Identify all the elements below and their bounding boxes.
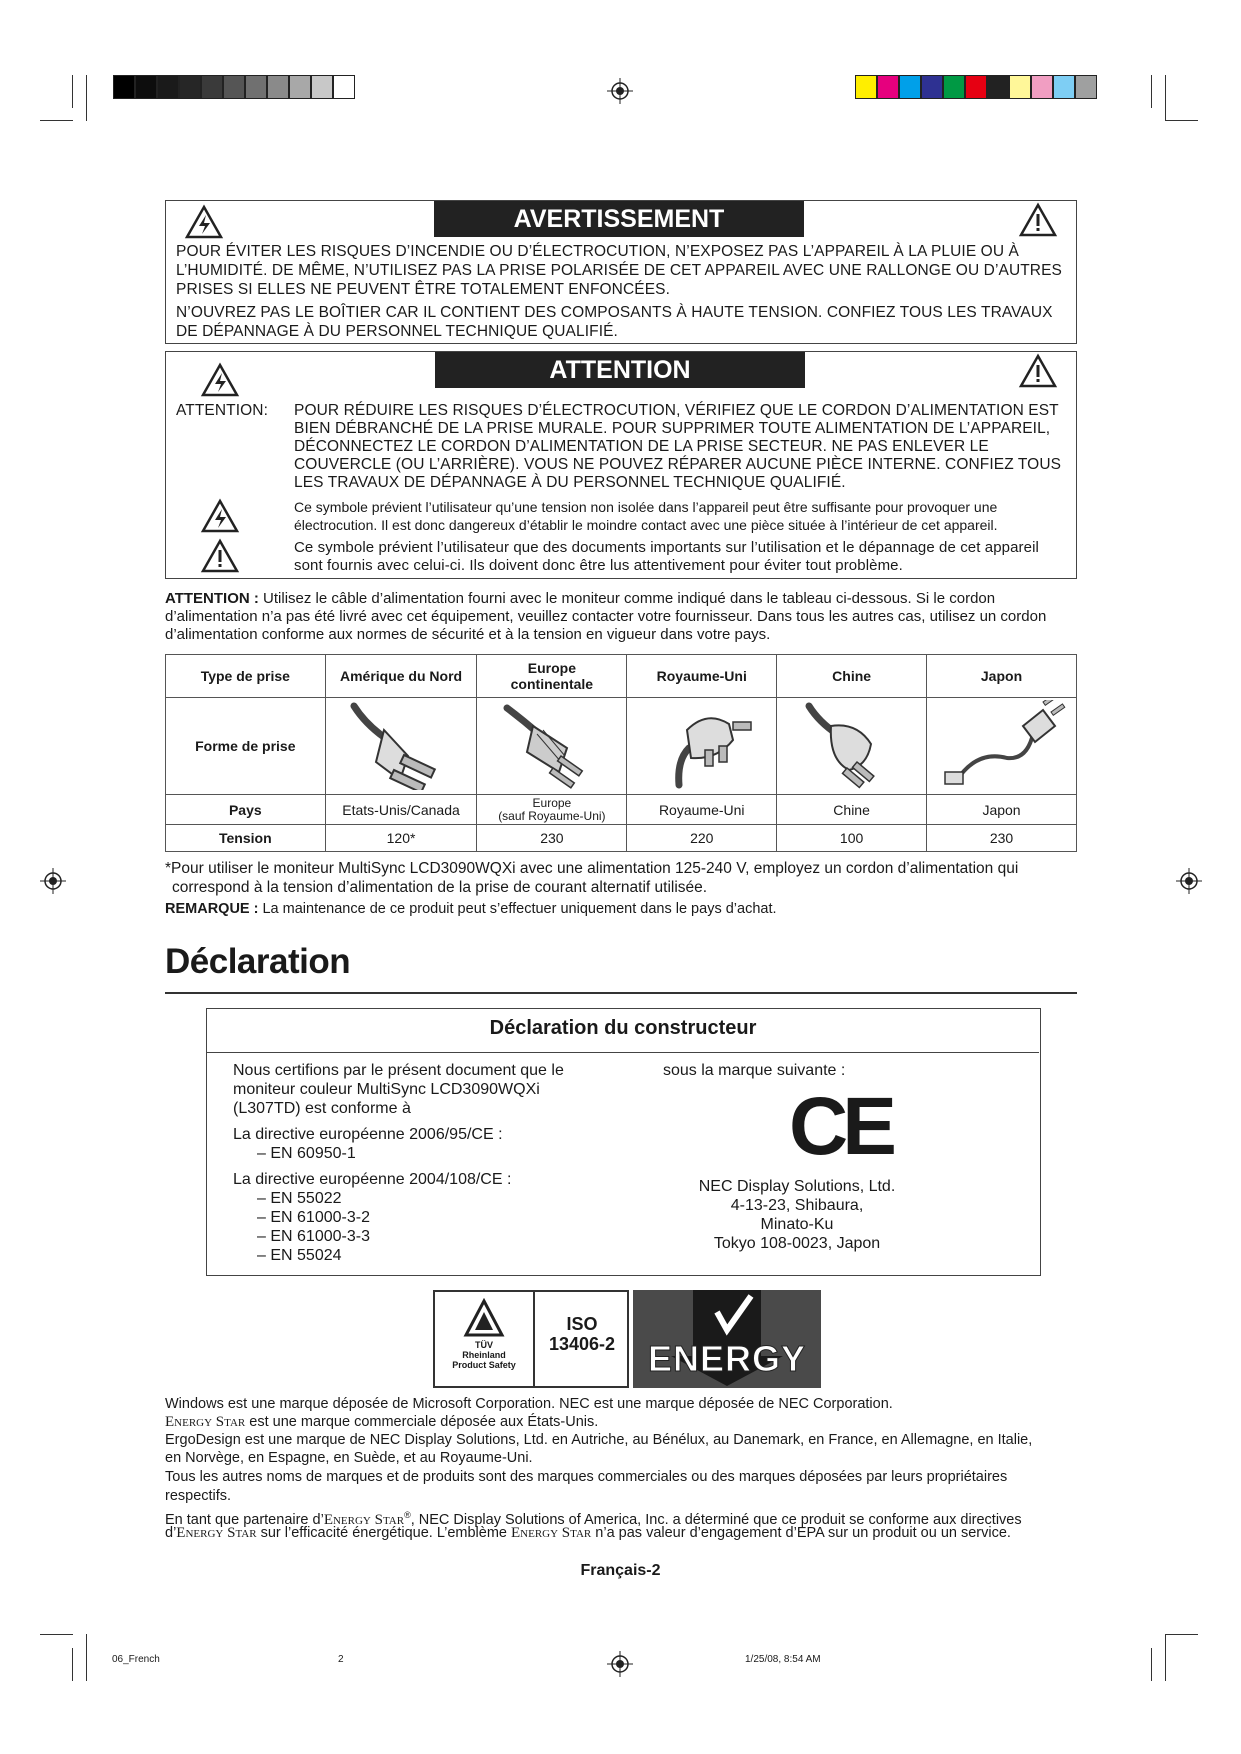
- company-address-2: Minato-Ku: [760, 1216, 834, 1233]
- gray-swatch: [267, 75, 289, 99]
- trademark-line-1: Windows est une marque déposée de Microsoft Corporation. NEC est une marque déposée de NEC Corporation.: [165, 1396, 893, 1412]
- slug-page: 2: [338, 1654, 344, 1665]
- plug-north-america-icon: [325, 698, 477, 795]
- attention-line-5: LES TRAVAUX DE DÉPANNAGE À DU PERSONNEL TECHNIQUE QUALIFIÉ.: [294, 474, 846, 491]
- color-swatch: [1075, 75, 1097, 99]
- gray-swatch: [223, 75, 245, 99]
- attention-note-line-1: ATTENTION : Utilisez le câble d’alimentation fourni avec le moniteur comme indiqué dans le tableau ci-dessous. Si le cordon: [165, 590, 996, 607]
- declaration-left-line-3: (L307TD) est conforme à: [233, 1100, 411, 1117]
- electric-shock-warning-icon: [184, 204, 224, 240]
- country-europe: Europe (sauf Royaume-Uni): [477, 795, 627, 825]
- plug-japan-icon: [927, 698, 1077, 795]
- attention-label: ATTENTION:: [176, 402, 268, 419]
- directive-2-item-4: – EN 55024: [257, 1247, 342, 1264]
- attention-note-line-3: d’alimentation conforme aux normes de sécurité et à la tension en vigueur dans votre pays.: [165, 626, 771, 643]
- declaration-box: [206, 1008, 1041, 1276]
- attention-box: [165, 351, 1077, 579]
- company-address-3: Tokyo 108-0023, Japon: [713, 1235, 881, 1252]
- declaration-heading: Déclaration: [165, 942, 351, 981]
- color-swatch: [1009, 75, 1031, 99]
- gray-swatch: [179, 75, 201, 99]
- ce-mark-icon: CE: [789, 1081, 891, 1172]
- slug-file: 06_French: [112, 1654, 160, 1665]
- color-swatch: [877, 75, 899, 99]
- avertissement-line-4: N’OUVREZ PAS LE BOÎTIER CAR IL CONTIENT DES COMPOSANTS À HAUTE TENSION. CONFIEZ TOUS LES TRAVAUX: [176, 304, 1053, 321]
- registration-mark-left: [40, 868, 66, 894]
- exclamation-symbol-icon: [200, 538, 240, 574]
- avertissement-line-1: POUR ÉVITER LES RISQUES D’INCENDIE OU D’ÉLECTROCUTION, N’EXPOSEZ PAS L’APPAREIL À LA PLUIE OU À: [176, 243, 1019, 260]
- company-address-1: 4-13-23, Shibaura,: [730, 1197, 864, 1214]
- gray-swatch: [157, 75, 179, 99]
- registration-mark-bottom: [607, 1651, 633, 1677]
- plug-type-table: [165, 654, 1077, 852]
- trademark-line-2: Energy Star est une marque commerciale déposée aux États-Unis.: [165, 1414, 599, 1430]
- header-europe: Europe continentale: [477, 655, 627, 698]
- color-swatch: [1053, 75, 1075, 99]
- attention-line-1: POUR RÉDUIRE LES RISQUES D’ÉLECTROCUTION, VÉRIFIEZ QUE LE CORDON D’ALIMENTATION EST: [294, 402, 1059, 419]
- symbol1-line-1: Ce symbole prévient l’utilisateur qu’une tension non isolée dans l’appareil peut être suffisante pour provoquer une: [294, 499, 998, 515]
- voltage-china: 100: [777, 825, 927, 852]
- electric-shock-symbol-icon: [200, 498, 240, 534]
- page-label: Français-2: [580, 1562, 661, 1579]
- color-swatch: [987, 75, 1009, 99]
- registration-mark-right: [1176, 868, 1202, 894]
- plug-china-icon: [777, 698, 927, 795]
- tuv-iso-logo: [433, 1290, 629, 1388]
- avertissement-title: AVERTISSEMENT: [434, 201, 804, 237]
- declaration-left-line-2: moniteur couleur MultiSync LCD3090WQXi: [233, 1081, 540, 1098]
- country-uk: Royaume-Uni: [627, 795, 777, 825]
- color-swatch: [1031, 75, 1053, 99]
- footnote-line-1: *Pour utiliser le moniteur MultiSync LCD3090WQXi avec une alimentation 125-240 V, employez un cordon d’alimentation qui: [165, 860, 1019, 877]
- country-japan: Japon: [927, 795, 1077, 825]
- avertissement-box: [165, 200, 1077, 344]
- header-north-america: Amérique du Nord: [325, 655, 477, 698]
- attention-note-line-2: d’alimentation n’a pas été livré avec cet équipement, veuillez contacter votre fournisseur. Dans tous les autres cas, utilisez un cordon: [165, 608, 1047, 625]
- trademark-line-7: En tant que partenaire d’Energy Star®, NEC Display Solutions of America, Inc. a déterminé que ce produit se conforme aux directives: [165, 1510, 1022, 1528]
- table-row: [166, 825, 1077, 852]
- symbol2-line-2: sont fournis avec celui-ci. Ils doivent donc être lus attentivement pour éviter tout problème.: [294, 557, 903, 574]
- attention-note-label: ATTENTION :: [165, 590, 259, 607]
- voltage-north-america: 120*: [325, 825, 477, 852]
- row-label-country: Pays: [166, 795, 326, 825]
- row-label-form: Forme de prise: [166, 698, 326, 795]
- registration-mark-top: [607, 78, 633, 104]
- table-row: [166, 795, 1077, 825]
- declaration-right-intro: sous la marque suivante :: [663, 1062, 846, 1079]
- gray-swatch: [289, 75, 311, 99]
- color-swatch: [943, 75, 965, 99]
- row-label-type: Type de prise: [166, 655, 326, 698]
- attention-line-3: DÉCONNECTEZ LE CORDON D’ALIMENTATION DE LA PRISE SECTEUR. NE PAS ENLEVER LE: [294, 438, 989, 455]
- header-china: Chine: [777, 655, 927, 698]
- directive-2-item-3: – EN 61000-3-3: [257, 1228, 370, 1245]
- gray-swatch: [333, 75, 355, 99]
- table-row: [166, 655, 1077, 698]
- avertissement-line-3: PRISES SI ELLES NE PEUVENT ÊTRE TOTALEMENT ENFONCÉES.: [176, 281, 670, 298]
- color-swatch: [965, 75, 987, 99]
- table-row: [166, 698, 1077, 795]
- attention-line-4: COUVERCLE (OU L’ARRIÈRE). VOUS NE POUVEZ RÉPARER AUCUNE PIÈCE INTERNE. CONFIEZ TOUS: [294, 456, 1062, 473]
- color-swatch: [921, 75, 943, 99]
- gray-swatch: [135, 75, 157, 99]
- gray-swatch: [201, 75, 223, 99]
- energy-star-logo: [633, 1290, 821, 1388]
- trademark-line-3: ErgoDesign est une marque de NEC Display Solutions, Ltd. en Autriche, au Bénélux, au Danemark, en France, en Allemagne, en Italie,: [165, 1432, 1033, 1448]
- color-swatch: [855, 75, 877, 99]
- voltage-japan: 230: [927, 825, 1077, 852]
- plug-uk-icon: [627, 698, 777, 795]
- attention-title: ATTENTION: [435, 352, 805, 388]
- iso-text: ISO 13406-2: [548, 1314, 616, 1354]
- remark-label: REMARQUE :: [165, 901, 259, 917]
- declaration-box-divider: [207, 1052, 1039, 1053]
- trademark-line-4: en Norvège, en Espagne, en Suède, et au Royaume-Uni.: [165, 1450, 533, 1466]
- directive-1-item-1: – EN 60950-1: [257, 1145, 356, 1162]
- energy-text: ENERGY: [647, 1338, 807, 1379]
- trademark-line-8: d’Energy Star sur l’efficacité énergétique. L’emblème Energy Star n’a pas valeur d’engagement d’EPA sur un produit ou un service.: [165, 1525, 1011, 1541]
- directive-1: La directive européenne 2006/95/CE :: [233, 1126, 503, 1143]
- company-name: NEC Display Solutions, Ltd.: [698, 1178, 896, 1195]
- gray-swatch: [245, 75, 267, 99]
- slug-date: 1/25/08, 8:54 AM: [745, 1654, 821, 1665]
- row-label-voltage: Tension: [166, 825, 326, 852]
- remark: REMARQUE : La maintenance de ce produit peut s’effectuer uniquement dans le pays d’achat.: [165, 901, 777, 917]
- trademark-line-6: respectifs.: [165, 1488, 232, 1504]
- attention-line-2: BIEN DÉBRANCHÉ DE LA PRISE MURALE. POUR SUPPRIMER TOUTE ALIMENTATION DE L’APPAREIL,: [294, 420, 1051, 437]
- tuv-text: TÜV Rheinland Product Safety: [452, 1340, 516, 1370]
- footnote-line-2: correspond à la tension d’alimentation de la prise de courant alternatif utilisée.: [172, 879, 708, 896]
- symbol2-line-1: Ce symbole prévient l’utilisateur que des documents importants sur l’utilisation et le dépannage de cet appareil: [294, 539, 1039, 556]
- gray-swatch: [113, 75, 135, 99]
- color-swatch: [899, 75, 921, 99]
- trademark-line-5: Tous les autres noms de marques et de produits sont des marques commerciales ou des marques déposées par leurs propriétaires: [165, 1469, 1008, 1485]
- header-uk: Royaume-Uni: [627, 655, 777, 698]
- tuv-triangle-icon: [463, 1298, 505, 1338]
- heading-divider: [165, 992, 1077, 994]
- directive-2-item-2: – EN 61000-3-2: [257, 1209, 370, 1226]
- declaration-left-line-1: Nous certifions par le présent document que le: [233, 1062, 564, 1079]
- country-north-america: Etats-Unis/Canada: [325, 795, 477, 825]
- exclamation-warning-icon: [1018, 202, 1058, 238]
- country-china: Chine: [777, 795, 927, 825]
- declaration-box-title: Déclaration du constructeur: [489, 1017, 757, 1039]
- plug-europe-icon: [477, 698, 627, 795]
- avertissement-line-2: L’HUMIDITÉ. DE MÊME, N’UTILISEZ PAS LA PRISE POLARISÉE DE CET APPAREIL AVEC UNE RALLONGE OU D’AUTRES: [176, 262, 1062, 279]
- symbol1-line-2: électrocution. Il est donc dangereux d’établir le moindre contact avec une pièce située à l’intérieur de cet appareil.: [294, 517, 998, 533]
- voltage-europe: 230: [477, 825, 627, 852]
- avertissement-line-5: DE DÉPANNAGE À DU PERSONNEL TECHNIQUE QUALIFIÉ.: [176, 323, 618, 340]
- header-japan: Japon: [927, 655, 1077, 698]
- directive-2-item-1: – EN 55022: [257, 1190, 342, 1207]
- voltage-uk: 220: [627, 825, 777, 852]
- exclamation-warning-icon: [1018, 353, 1058, 389]
- gray-swatch: [311, 75, 333, 99]
- electric-shock-warning-icon: [200, 362, 240, 398]
- directive-2: La directive européenne 2004/108/CE :: [233, 1171, 512, 1188]
